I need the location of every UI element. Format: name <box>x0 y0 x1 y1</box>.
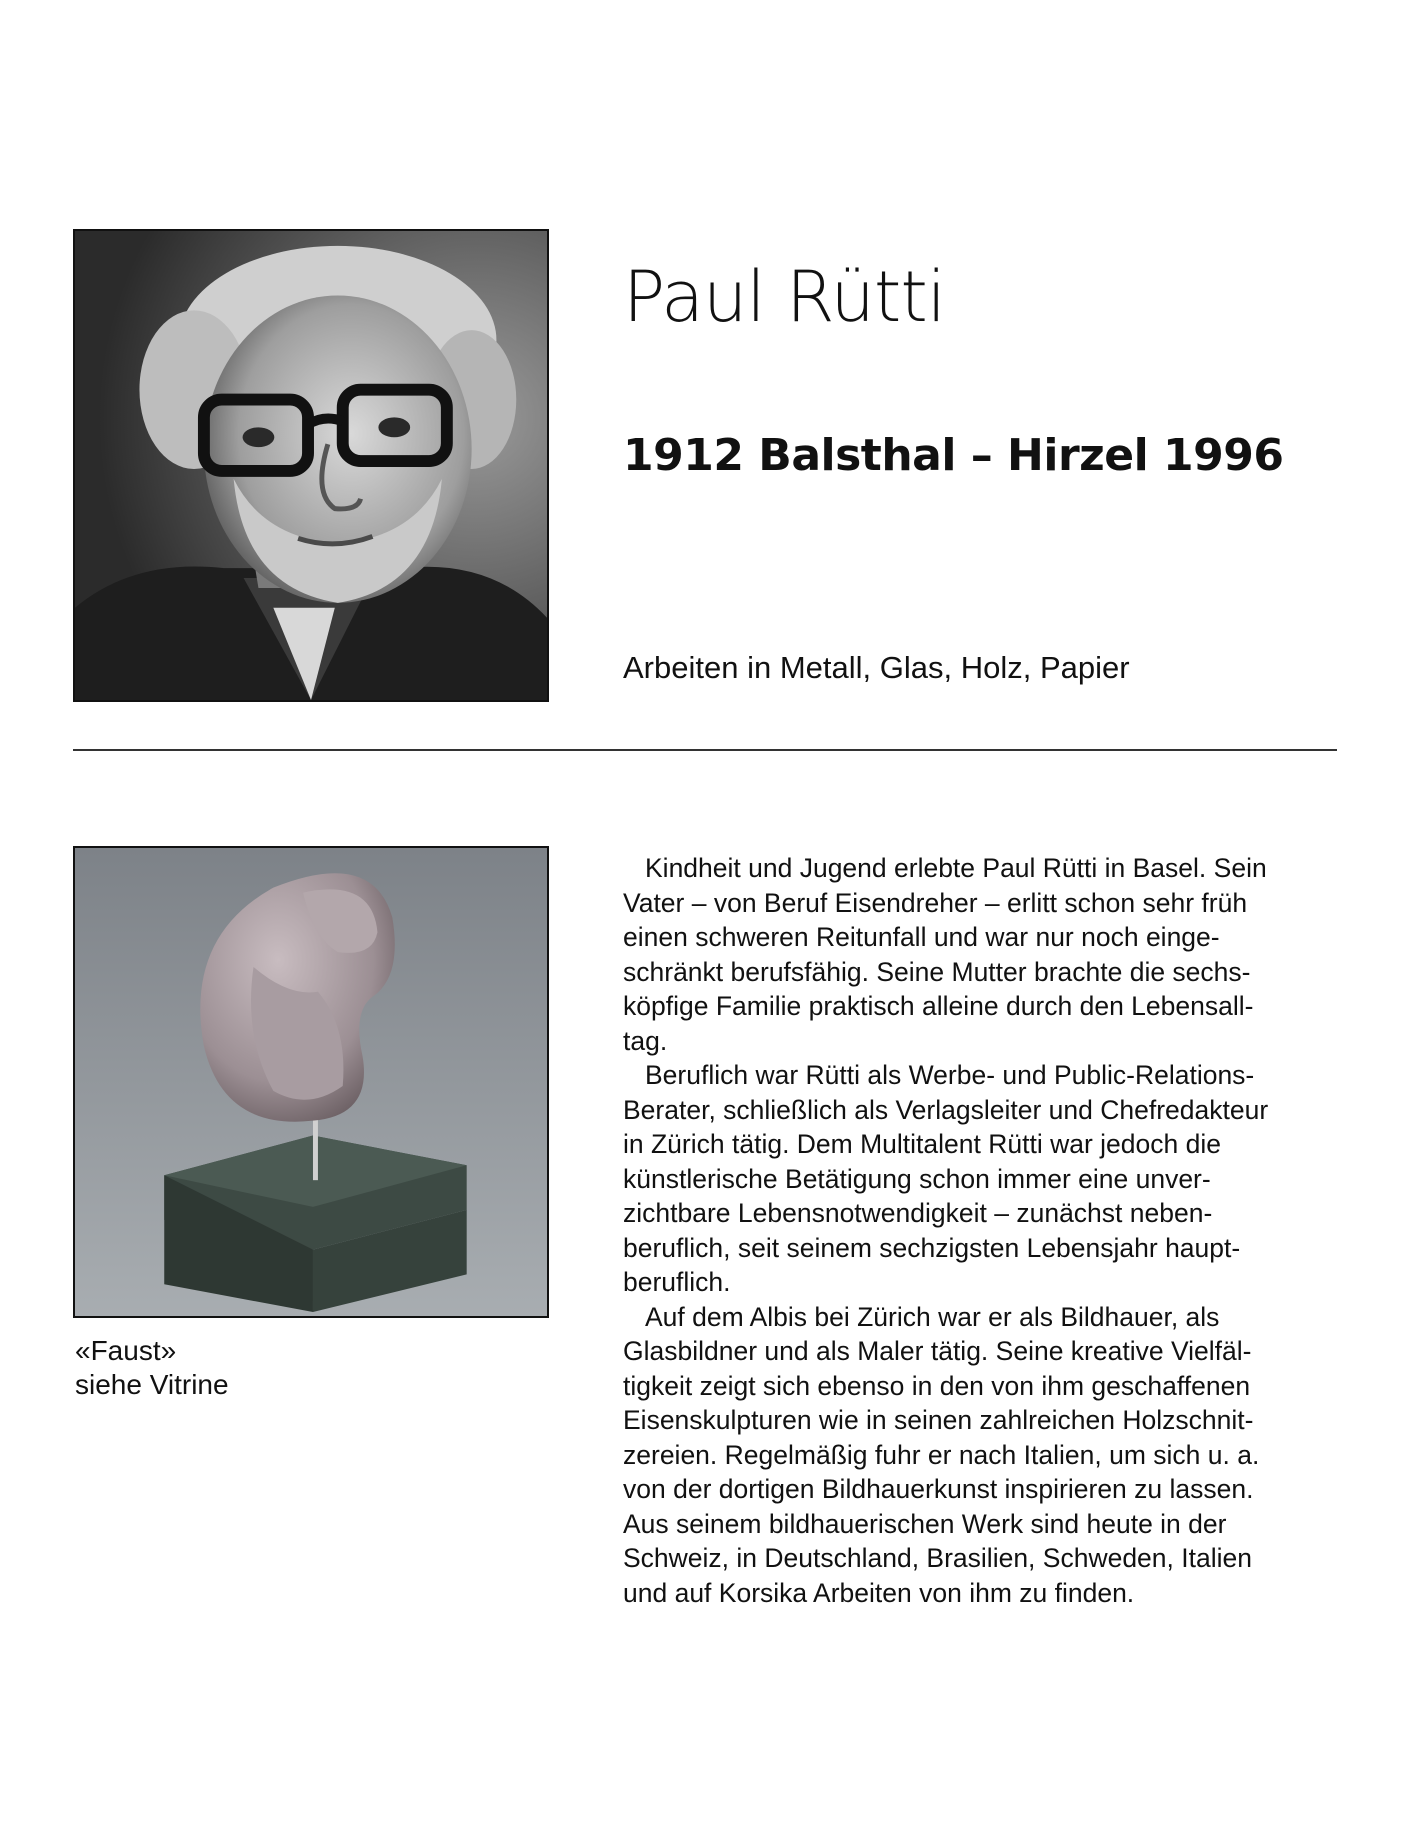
caption-note: siehe Vitrine <box>75 1369 229 1400</box>
biography-line: Eisenskulpturen wie in seinen zahlreichen Holzschnit- <box>623 1405 1254 1435</box>
sculpture-caption <box>75 1334 229 1402</box>
biography-line: zereien. Regelmäßig fuhr er nach Italien, um sich u. a. <box>623 1439 1260 1470</box>
portrait-image <box>75 231 547 700</box>
sculpture-image <box>75 848 547 1316</box>
page-title: Paul Rütti <box>623 256 946 338</box>
biography-line: Glasbildner und als Maler tätig. Seine kreative Vielfäl- <box>623 1336 1252 1366</box>
biography-line: Kindheit und Jugend erlebte Paul Rütti in Basel. Sein <box>645 853 1267 883</box>
biography-line: zichtbare Lebensnotwendigkeit – zunächst neben- <box>623 1198 1213 1228</box>
biography-line: künstlerische Betätigung schon immer eine unver- <box>623 1163 1211 1194</box>
biography-line: Auf dem Albis bei Zürich war er als Bildhauer, als <box>645 1301 1220 1332</box>
biography-line: Schweiz, in Deutschland, Brasilien, Schweden, Italien <box>623 1543 1252 1573</box>
biography-line: beruflich. <box>623 1267 731 1297</box>
biography-line: Vater – von Beruf Eisendreher – erlitt schon sehr früh <box>623 887 1248 918</box>
biography-line: Berater, schließlich als Verlagsleiter und Chefredakteur <box>623 1094 1269 1125</box>
biography-line: schränkt berufsfähig. Seine Mutter brachte die sechs- <box>623 956 1251 987</box>
biography-text <box>623 851 1313 1610</box>
lifespan-subtitle: 1912 Balsthal – Hirzel 1996 <box>623 430 1284 481</box>
caption-title: «Faust» <box>75 1335 177 1366</box>
biography-line: einen schweren Reitunfall und war nur noch einge- <box>623 922 1220 952</box>
horizontal-divider <box>73 749 1337 751</box>
biography-line: tag. <box>623 1025 668 1056</box>
sculpture-photo <box>73 846 549 1318</box>
biography-line: Beruflich war Rütti als Werbe- und Public-Relations- <box>645 1060 1255 1090</box>
biography-line: tigkeit zeigt sich ebenso in den von ihm geschaffenen <box>623 1370 1251 1401</box>
biography-line: Aus seinem bildhauerischen Werk sind heute in der <box>623 1508 1227 1539</box>
biography-line: köpfige Familie praktisch alleine durch den Lebensall- <box>623 991 1254 1021</box>
biography-line: beruflich, seit seinem sechzigsten Lebensjahr haupt- <box>623 1232 1241 1263</box>
biography-line: und auf Korsika Arbeiten von ihm zu finden. <box>623 1577 1135 1608</box>
biography-line: von der dortigen Bildhauerkunst inspirieren zu lassen. <box>623 1474 1254 1504</box>
portrait-photo <box>73 229 549 702</box>
biography-line: in Zürich tätig. Dem Multitalent Rütti war jedoch die <box>623 1129 1221 1159</box>
media-description: Arbeiten in Metall, Glas, Holz, Papier <box>623 650 1130 685</box>
